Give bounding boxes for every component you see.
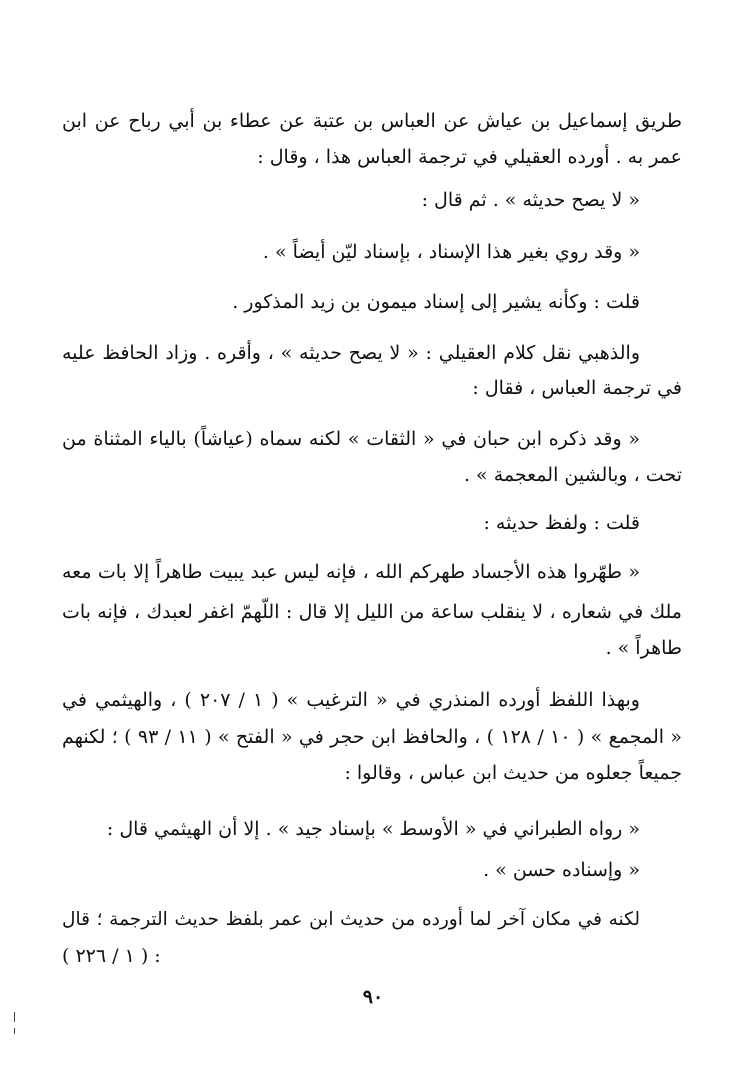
- text-line: « طهّروا هذه الأجساد طهركم الله ، فإنه ليس عبد يبيت طاهراً إلا بات معه: [62, 561, 640, 583]
- text-line: جميعاً جعلوه من حديث ابن عباس ، وقالوا :: [344, 762, 682, 784]
- text-line: عمر به . أورده العقيلي في ترجمة العباس هذا ، وقال :: [257, 146, 682, 168]
- margin-mark: [14, 1028, 15, 1034]
- text-line: وبهذا اللفظ أورده المنذري في « الترغيب » ( ١ / ٢٠٧ ) ، والهيثمي في: [62, 689, 640, 711]
- page-number: ٩٠: [362, 986, 384, 1008]
- text-line: في ترجمة العباس ، فقال :: [472, 377, 682, 399]
- text-line: تحت ، وبالشين المعجمة » .: [463, 464, 682, 486]
- text-line: « وإسناده حسن » .: [483, 859, 640, 881]
- text-line: لكنه في مكان آخر لما أورده من حديث ابن عمر بلفظ حديث الترجمة ؛ قال: [62, 909, 640, 930]
- text-line: ( ١ / ٢٢٦ ) :: [62, 945, 161, 967]
- text-line: طاهراً » .: [605, 637, 682, 659]
- text-line: « لا يصح حديثه » . ثم قال :: [421, 189, 640, 211]
- text-line: والذهبي نقل كلام العقيلي : « لا يصح حديثه » ، وأقره . وزاد الحافظ عليه: [62, 342, 640, 364]
- text-line: « رواه الطبراني في « الأوسط » بإسناد جيد » . إلا أن الهيثمي قال :: [106, 818, 640, 840]
- text-line: قلت : ولفظ حديثه :: [483, 512, 640, 534]
- text-line: ملك في شعاره ، لا ينقلب ساعة من الليل إلا قال : اللّهمّ اغفر لعبدك ، فإنه بات: [62, 601, 682, 623]
- margin-mark: [14, 1012, 15, 1022]
- text-line: « وقد روي بغير هذا الإسناد ، بإسناد ليّن أيضاً » .: [262, 241, 640, 263]
- text-line: طريق إسماعيل بن عياش عن العباس بن عتبة عن عطاء بن أبي رباح عن ابن: [62, 110, 682, 132]
- text-line: « المجمع » ( ١٠ / ١٢٨ ) ، والحافظ ابن حجر في « الفتح » ( ١١ / ٩٣ ) ؛ لكنهم: [62, 726, 682, 748]
- text-line: قلت : وكأنه يشير إلى إسناد ميمون بن زيد المذكور .: [232, 291, 640, 313]
- text-line: « وقد ذكره ابن حبان في « الثقات » لكنه سماه (عياشاً) بالياء المثناة من: [62, 428, 640, 450]
